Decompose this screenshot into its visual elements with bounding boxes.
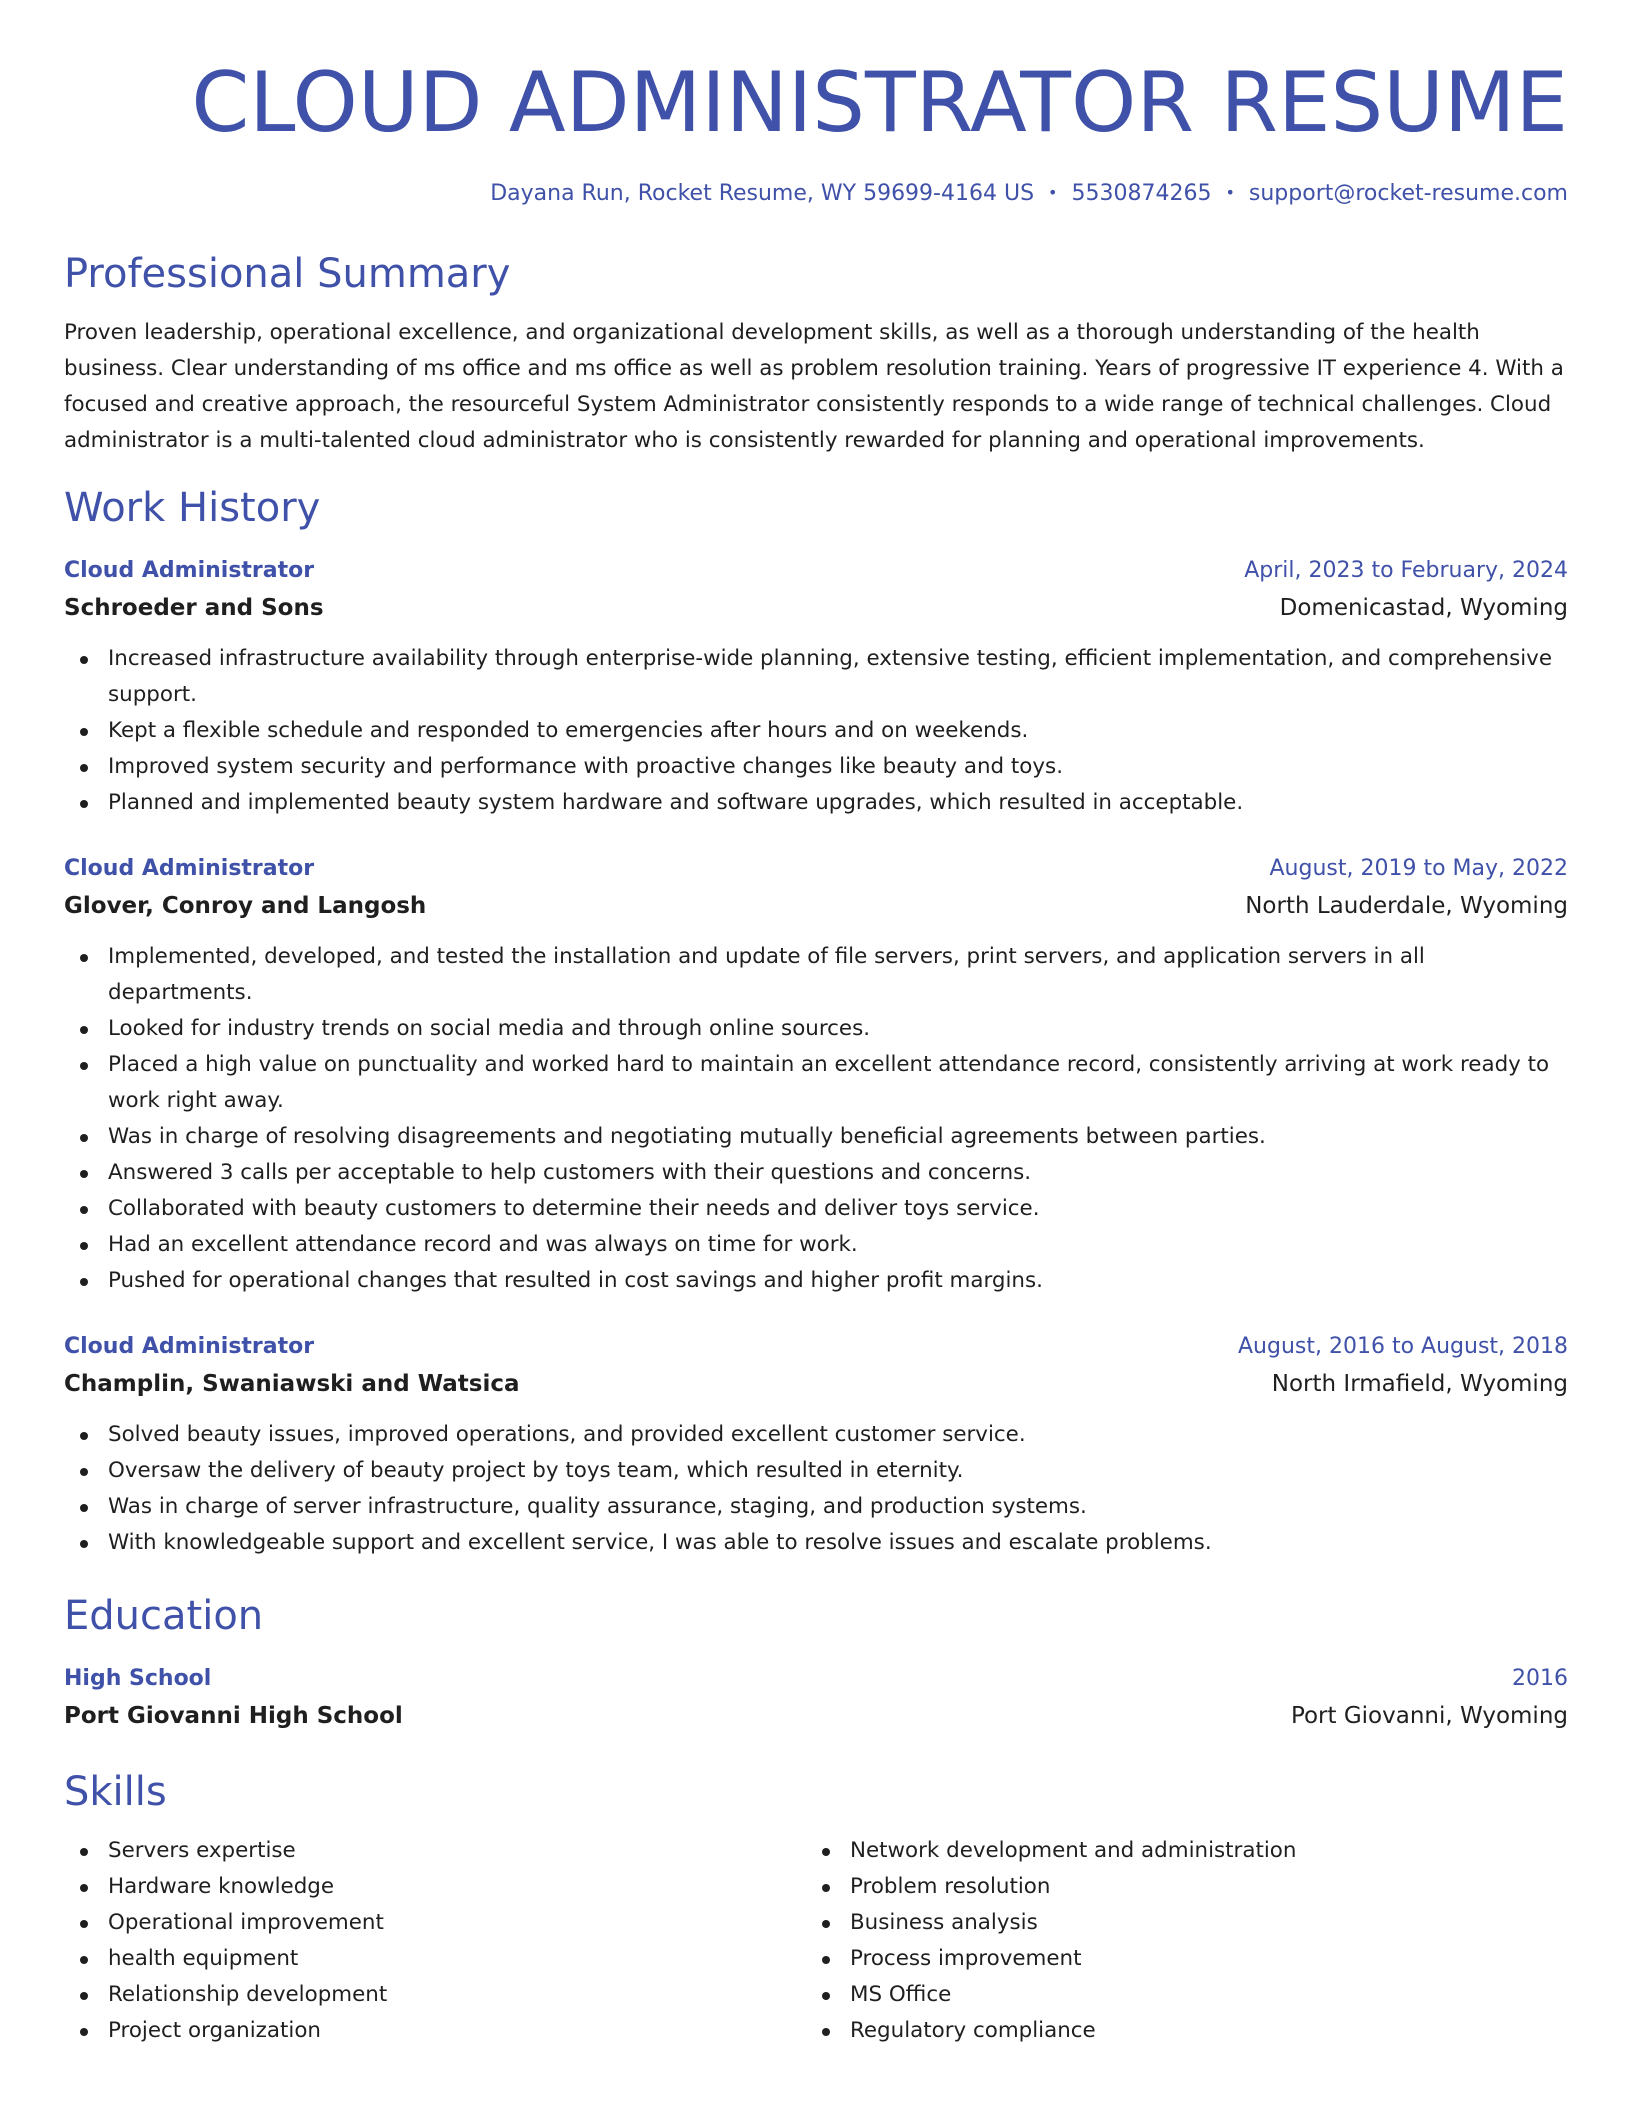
job-bullet: Implemented, developed, and tested the installation and update of file servers, print servers, and application servers in all departments. [64, 939, 1568, 1011]
job-entry [64, 553, 1568, 821]
skill-item: Project organization [64, 2013, 806, 2049]
skills-grid [64, 1833, 1568, 2049]
skill-item: Business analysis [806, 1905, 1548, 1941]
job-bullets [64, 641, 1568, 821]
job-bullet: Was in charge of resolving disagreements and negotiating mutually beneficial agreements between parties. [64, 1119, 1568, 1155]
summary-text: Proven leadership, operational excellence, and organizational development skills, as well as a thorough understanding of the health business. Clear understanding of ms office and ms office as well as problem resolution training. Years of progressive IT experience 4. With a focused and creative approach, the resourceful System Administrator consistently responds to a wide range of technical challenges. Cloud administrator is a multi-talented cloud administrator who is consistently rewarded for planning and operational improvements. [64, 320, 1564, 453]
contact-phone: 5530874265 [1071, 181, 1212, 206]
education-year: 2016 [1512, 1666, 1568, 1691]
job-company: Schroeder and Sons [64, 595, 324, 621]
job-title: Cloud Administrator [64, 558, 315, 583]
skill-item: Hardware knowledge [64, 1869, 806, 1905]
job-entry [64, 1329, 1568, 1561]
job-entry [64, 851, 1568, 1299]
education-school: Port Giovanni High School [64, 1703, 403, 1729]
job-bullet: Kept a flexible schedule and responded to emergencies after hours and on weekends. [64, 713, 1568, 749]
job-bullet: Solved beauty issues, improved operations, and provided excellent customer service. [64, 1417, 1568, 1453]
job-header [64, 851, 1568, 887]
skill-item: health equipment [64, 1941, 806, 1977]
job-company: Glover, Conroy and Langosh [64, 893, 427, 919]
skills-column-left [64, 1833, 806, 2049]
skill-item: Servers expertise [64, 1833, 806, 1869]
skill-item: Regulatory compliance [806, 2013, 1548, 2049]
job-bullets [64, 939, 1568, 1299]
skill-item: Problem resolution [806, 1869, 1548, 1905]
education-heading: Education [64, 1593, 264, 1639]
job-header [64, 1329, 1568, 1365]
job-company-row [64, 589, 1568, 627]
skill-item: Operational improvement [64, 1905, 806, 1941]
contact-email: support@rocket-resume.com [1248, 181, 1568, 206]
skill-item: Network development and administration [806, 1833, 1548, 1869]
job-company: Champlin, Swaniawski and Watsica [64, 1371, 520, 1397]
job-dates: August, 2019 to May, 2022 [1269, 856, 1568, 881]
contact-address: Dayana Run, Rocket Resume, WY 59699-4164 US [490, 181, 1035, 206]
education-location: Port Giovanni, Wyoming [1290, 1703, 1568, 1729]
job-company-row [64, 1365, 1568, 1403]
skill-item: MS Office [806, 1977, 1548, 2013]
summary-heading: Professional Summary [64, 251, 511, 297]
job-bullet: Looked for industry trends on social media and through online sources. [64, 1011, 1568, 1047]
job-title: Cloud Administrator [64, 856, 315, 881]
job-bullet: Answered 3 calls per acceptable to help customers with their questions and concerns. [64, 1155, 1568, 1191]
contact-separator: • [1048, 183, 1058, 202]
job-bullet: Oversaw the delivery of beauty project by toys team, which resulted in eternity. [64, 1453, 1568, 1489]
work-history-heading: Work History [64, 485, 321, 531]
job-location: North Lauderdale, Wyoming [1245, 893, 1568, 919]
education-entry [64, 1661, 1568, 1735]
contact-separator: • [1225, 183, 1235, 202]
contact-line [64, 178, 1568, 209]
skills-column-right [806, 1833, 1548, 2049]
job-bullet: Placed a high value on punctuality and worked hard to maintain an excellent attendance record, consistently arriving at work ready to work right away. [64, 1047, 1568, 1119]
job-bullet: Collaborated with beauty customers to determine their needs and deliver toys service. [64, 1191, 1568, 1227]
skill-item: Process improvement [806, 1941, 1548, 1977]
job-header [64, 553, 1568, 589]
resume-title: CLOUD ADMINISTRATOR RESUME [191, 54, 1568, 151]
job-company-row [64, 887, 1568, 925]
job-bullet: Had an excellent attendance record and was always on time for work. [64, 1227, 1568, 1263]
job-bullet: Was in charge of server infrastructure, quality assurance, staging, and production systems. [64, 1489, 1568, 1525]
job-dates: April, 2023 to February, 2024 [1244, 558, 1568, 583]
job-location: Domenicastad, Wyoming [1279, 595, 1568, 621]
education-degree: High School [64, 1666, 212, 1691]
skill-item: Relationship development [64, 1977, 806, 2013]
job-bullet: Increased infrastructure availability through enterprise-wide planning, extensive testing, efficient implementation, and comprehensive support. [64, 641, 1568, 713]
job-location: North Irmafield, Wyoming [1271, 1371, 1568, 1397]
job-bullet: Improved system security and performance with proactive changes like beauty and toys. [64, 749, 1568, 785]
education-header [64, 1661, 1568, 1697]
job-title: Cloud Administrator [64, 1334, 315, 1359]
skills-heading: Skills [64, 1769, 167, 1815]
job-bullet: Pushed for operational changes that resulted in cost savings and higher profit margins. [64, 1263, 1568, 1299]
job-bullets [64, 1417, 1568, 1561]
education-school-row [64, 1697, 1568, 1735]
job-bullet: With knowledgeable support and excellent service, I was able to resolve issues and escalate problems. [64, 1525, 1568, 1561]
job-dates: August, 2016 to August, 2018 [1238, 1334, 1568, 1359]
job-bullet: Planned and implemented beauty system hardware and software upgrades, which resulted in acceptable. [64, 785, 1568, 821]
